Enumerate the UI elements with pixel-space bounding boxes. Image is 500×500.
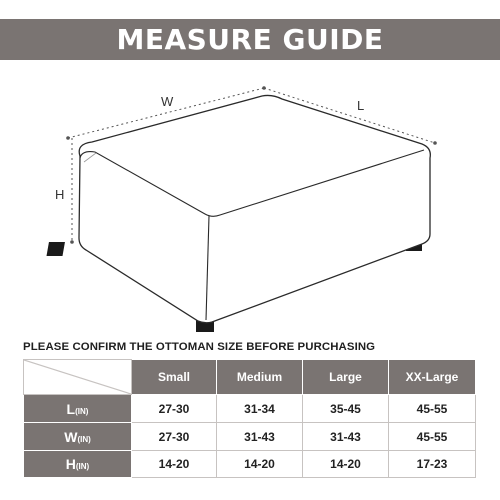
table-row [24,395,476,423]
table-cell: 31-43 [217,423,303,451]
diagonal-line-icon [24,360,131,394]
row-header-width: W(IN) [24,423,132,451]
table-cell: 14-20 [303,451,389,478]
table-cell: 17-23 [389,451,476,478]
table-cell: 35-45 [303,395,389,423]
width-label: W [161,94,174,109]
column-header-xx-large: XX-Large [389,360,476,395]
row-header-height: H(IN) [24,451,132,478]
table-cell: 14-20 [217,451,303,478]
column-header-medium: Medium [217,360,303,395]
table-row [24,451,476,478]
table-cell: 31-43 [303,423,389,451]
height-label: H [55,187,65,202]
table-cell: 31-34 [217,395,303,423]
table-cell: 45-55 [389,423,476,451]
table-cell: 45-55 [389,395,476,423]
column-header-small: Small [132,360,217,395]
table-cell: 27-30 [132,423,217,451]
row-header-length: L(IN) [24,395,132,423]
table-row [24,423,476,451]
table-header-row [24,360,476,395]
title-banner [0,19,500,60]
length-label: L [357,98,365,113]
ottoman-illustration [0,66,500,336]
page-title: MEASURE GUIDE [116,23,384,56]
table-cell: 14-20 [132,451,217,478]
ottoman-diagram [0,66,500,336]
table-corner-cell [24,360,132,395]
table-cell: 27-30 [132,395,217,423]
column-header-large: Large [303,360,389,395]
size-notice: PLEASE CONFIRM THE OTTOMAN SIZE BEFORE PURCHASING [23,341,376,353]
size-chart-table [23,359,476,478]
